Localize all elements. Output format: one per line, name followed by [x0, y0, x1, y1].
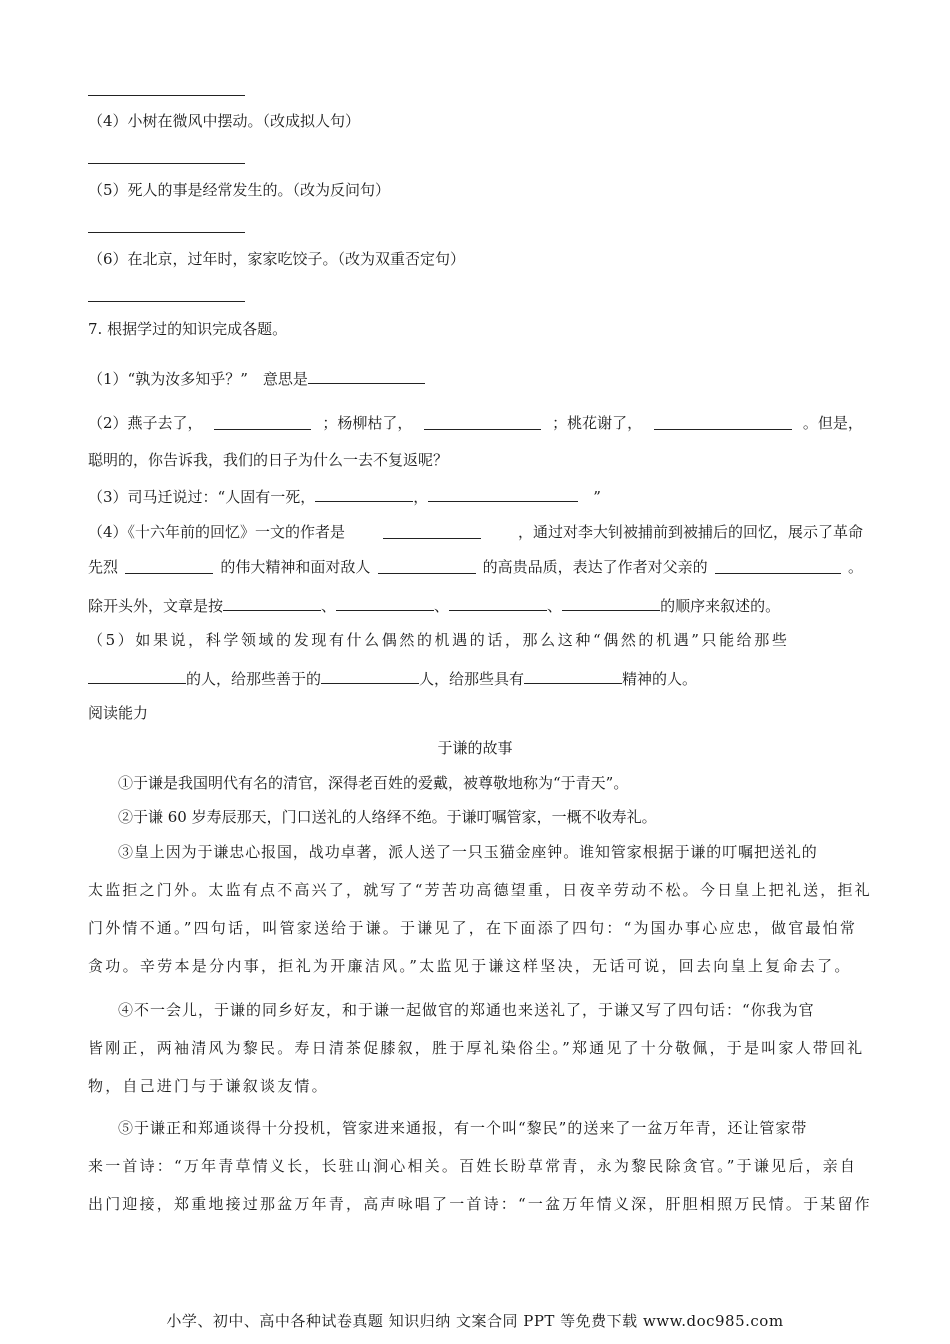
fill-blank[interactable]: [428, 485, 578, 502]
q7-5-text-d: 精神的人。: [622, 670, 698, 688]
passage-line: 贪功。辛劳本是分内事，拒礼为开廉洁风。”太监见于谦这样坚决，无话可说，回去向皇上复命去了。: [88, 957, 852, 975]
fill-blank[interactable]: [125, 557, 213, 574]
passage-line: 来一首诗：“万年青草情义长，长驻山涧心相关。百姓长盼草常青，永为黎民除贪官。”于谦见后，亲自: [88, 1157, 858, 1175]
page-footer: 小学、初中、高中各种试卷真题 知识归纳 文案合同 PPT 等免费下载 www.doc985.com: [166, 1312, 784, 1330]
fill-blank[interactable]: [449, 594, 547, 611]
answer-line[interactable]: [88, 163, 245, 164]
q7-4-text-j: 、: [547, 597, 563, 615]
fill-blank[interactable]: [654, 413, 792, 430]
q7-3-text-b: ，: [413, 488, 429, 506]
q7-1-text: （1）“孰为汝多知乎？” 意思是: [88, 370, 308, 388]
section-heading: 阅读能力: [88, 704, 149, 722]
passage-line: ⑤于谦正和郑通谈得十分投机，管家进来通报，有一个叫“黎民”的送来了一盆万年青，还让管家带: [118, 1119, 808, 1137]
question-7-1: [88, 367, 425, 389]
passage-line: 门外情不通。”四句话，叫管家送给于谦。于谦见了，在下面添了四句：“为国办事心应忠，做官最怕常: [88, 919, 858, 937]
fill-blank[interactable]: [308, 367, 425, 384]
q7-4-text-e: 的高贵品质，表达了作者对父亲的: [482, 558, 708, 576]
question-6-4: （4）小树在微风中摆动。（改成拟人句）: [88, 112, 361, 130]
q7-5-text-b: 的人，给那些善于的: [186, 670, 322, 688]
q7-4-text-a: （4）《十六年前的回忆》一文的作者是: [88, 523, 346, 541]
fill-blank[interactable]: [424, 413, 541, 430]
passage-line: 出门迎接，郑重地接过那盆万年青，高声咏唱了一首诗：“一盆万年情义深，肝胆相照万民情。于某留作: [88, 1195, 872, 1213]
q7-5-text-c: 人，给那些具有: [419, 670, 525, 688]
passage-line: ①于谦是我国明代有名的清官，深得老百姓的爱戴，被尊敬地称为“于青天”。: [118, 774, 629, 792]
question-7-5-line2: [88, 667, 697, 689]
passage-line: 太监拒之门外。太监有点不高兴了，就写了“芳苦功高德望重，日夜辛劳动不松。今日皇上把礼送，拒礼: [88, 881, 872, 899]
q7-4-text-g: 除开头外，文章是按: [88, 597, 224, 615]
passage-line: 物，自己进门与于谦叙谈友情。: [88, 1077, 329, 1095]
fill-blank[interactable]: [524, 667, 622, 684]
passage-line: ④不一会儿，于谦的同乡好友，和于谦一起做官的郑通也来送礼了，于谦又写了四句话：“你我为官: [118, 1001, 815, 1019]
q7-4-text-i: 、: [434, 597, 450, 615]
fill-blank[interactable]: [223, 594, 321, 611]
fill-blank[interactable]: [562, 594, 660, 611]
q7-4-text-h: 、: [321, 597, 337, 615]
question-7-3: [88, 485, 601, 507]
question-7-heading: 7. 根据学过的知识完成各题。: [88, 320, 288, 338]
question-7-4-line3: [88, 594, 780, 616]
q7-2-text-b: ；杨柳枯了，: [322, 414, 413, 432]
q7-4-text-b: ，通过对李大钊被捕前到被捕后的回忆，展示了革命: [517, 523, 863, 541]
answer-line[interactable]: [88, 301, 245, 302]
q7-2-text-d: 。但是，: [802, 414, 863, 432]
q7-4-text-d: 的伟大精神和面对敌人: [220, 558, 371, 576]
fill-blank[interactable]: [315, 485, 413, 502]
question-6-5: （5）死人的事是经常发生的。（改为反问句）: [88, 181, 391, 199]
q7-4-text-c: 先烈: [88, 558, 119, 576]
question-7-2: [88, 413, 863, 433]
q7-3-text-c: ”: [578, 488, 601, 506]
question-7-5: [88, 630, 863, 650]
fill-blank[interactable]: [378, 557, 476, 574]
fill-blank[interactable]: [715, 557, 841, 574]
passage-title: 于谦的故事: [437, 739, 513, 757]
question-7-2-line2: 聪明的，你告诉我，我们的日子为什么一去不复返呢？: [88, 451, 449, 469]
q7-5-text-a: （5）如果说，科学领域的发现有什么偶然的机遇的话，那么这种“偶然的机遇”只能给那些: [88, 631, 790, 649]
passage-line: ③皇上因为于谦忠心报国，战功卓著，派人送了一只玉猫金座钟。谁知管家根据于谦的叮嘱把送礼的: [118, 843, 818, 861]
q7-2-text-a: （2）燕子去了，: [88, 414, 203, 432]
question-7-4: [88, 522, 863, 542]
fill-blank[interactable]: [214, 413, 311, 430]
fill-blank[interactable]: [321, 667, 419, 684]
fill-blank[interactable]: [88, 667, 186, 684]
q7-3-text-a: （3）司马迁说过：“人固有一死，: [88, 488, 316, 506]
q7-4-text-k: 的顺序来叙述的。: [660, 597, 781, 615]
q7-2-text-c: ；桃花谢了，: [552, 414, 643, 432]
answer-line[interactable]: [88, 95, 245, 96]
passage-line: 皆刚正，两袖清风为黎民。寿日清茶促膝叙，胜于厚礼染俗尘。”郑通见了十分敬佩，于是叫家人带回礼: [88, 1039, 865, 1057]
question-7-4-line2: [88, 557, 863, 577]
answer-line[interactable]: [88, 232, 245, 233]
q7-4-text-f: 。: [847, 558, 863, 576]
fill-blank[interactable]: [336, 594, 434, 611]
fill-blank[interactable]: [383, 522, 481, 539]
passage-line: ②于谦 60 岁寿辰那天，门口送礼的人络绎不绝。于谦叮嘱管家，一概不收寿礼。: [118, 808, 657, 826]
question-6-6: （6）在北京，过年时，家家吃饺子。（改为双重否定句）: [88, 250, 466, 268]
